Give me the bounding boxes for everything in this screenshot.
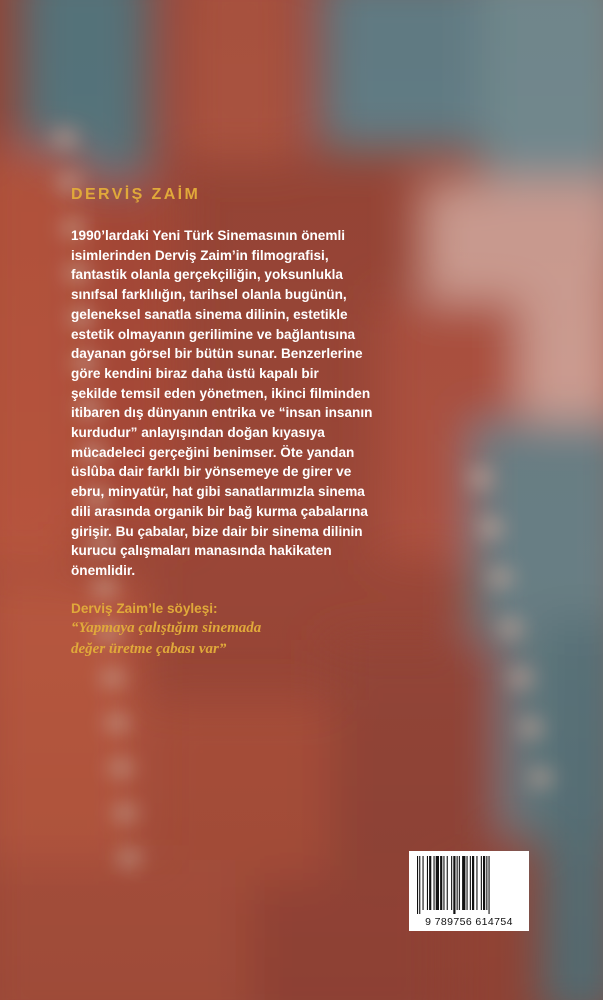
isbn-barcode — [409, 851, 529, 931]
barcode-bar — [423, 856, 424, 910]
blurb-line: sınıfsal farklılığın, tarihsel olanla bugünün, — [71, 287, 347, 303]
blurb-line: kurdudur” anlayışından doğan kıyasıya — [71, 425, 325, 441]
barcode-bar — [489, 856, 490, 914]
barcode-bar — [457, 856, 458, 910]
barcode-bar — [429, 856, 431, 910]
blurb-line: girişir. Bu çabalar, bize dair bir sinema dilinin — [71, 523, 363, 539]
interview-quote-line: “Yapmaya çalıştığım sinemada — [71, 619, 262, 636]
blurb — [71, 186, 401, 660]
barcode-bar — [440, 856, 442, 910]
interview-quote — [71, 618, 371, 660]
barcode-bar — [483, 856, 485, 910]
blurb-line: üslûba dair farklı bir yönsemeye de girer ve — [71, 464, 352, 480]
barcode-bar — [472, 856, 474, 910]
barcode-bar — [476, 856, 477, 910]
blurb-line: önemlidir. — [71, 562, 136, 578]
blurb-line: göre kendini biraz daha üstü kapalı bir — [71, 365, 319, 381]
barcode-bar — [453, 856, 455, 914]
blurb-line: şekilde temsil eden yönetmen, ikinci filminden — [71, 385, 371, 401]
barcode-bar — [417, 856, 418, 914]
blurb-line: dayanan görsel bir bütün sunar. Benzerlerine — [71, 346, 363, 362]
blurb-line: ebru, minyatür, hat gibi sanatlarımızla sinema — [71, 484, 365, 500]
barcode-bars — [415, 856, 523, 914]
blurb-paragraph — [71, 226, 401, 581]
blurb-line: geleneksel sanatla sinema dilinin, estetikle — [71, 306, 348, 322]
barcode-bar — [443, 856, 444, 910]
barcode-bar — [447, 856, 448, 910]
isbn-number: 9 789756 614754 — [425, 916, 513, 928]
barcode-bar — [419, 856, 420, 914]
barcode-bar — [462, 856, 465, 910]
blurb-line: kurucu çalışmaları manasında hakikaten — [71, 543, 332, 559]
barcode-bar — [459, 856, 460, 910]
barcode-bar — [486, 856, 487, 910]
barcode-bar — [481, 856, 482, 910]
barcode-bar — [451, 856, 452, 910]
blurb-line: fantastik olanla gerçekçiliğin, yoksunlukla — [71, 267, 343, 283]
blurb-line: itibaren dış dünyanın entrika ve “insan insanın — [71, 405, 373, 421]
blurb-line: mücadeleci gerçeğini benimser. Öte yandan — [71, 444, 355, 460]
blurb-line: 1990’lardaki Yeni Türk Sinemasının önemli — [71, 228, 346, 243]
blurb-line: isimlerinden Derviş Zaim’in filmografisi, — [71, 247, 329, 263]
barcode-bar — [467, 856, 468, 910]
interview-quote-line: değer üretme çabası var” — [71, 640, 227, 657]
interview-label: Derviş Zaim’le söyleşi: — [71, 600, 218, 616]
barcode-bar — [436, 856, 439, 910]
blurb-line: dili arasında organik bir bağ kurma çabalarına — [71, 503, 368, 519]
blurb-line: estetik olmayanın gerilimine ve bağlantısına — [71, 326, 356, 342]
author-name: DERVİŞ ZAİM — [71, 186, 201, 203]
barcode-bar — [427, 856, 428, 910]
barcode-bar — [434, 856, 435, 910]
barcode-bar — [470, 856, 471, 910]
